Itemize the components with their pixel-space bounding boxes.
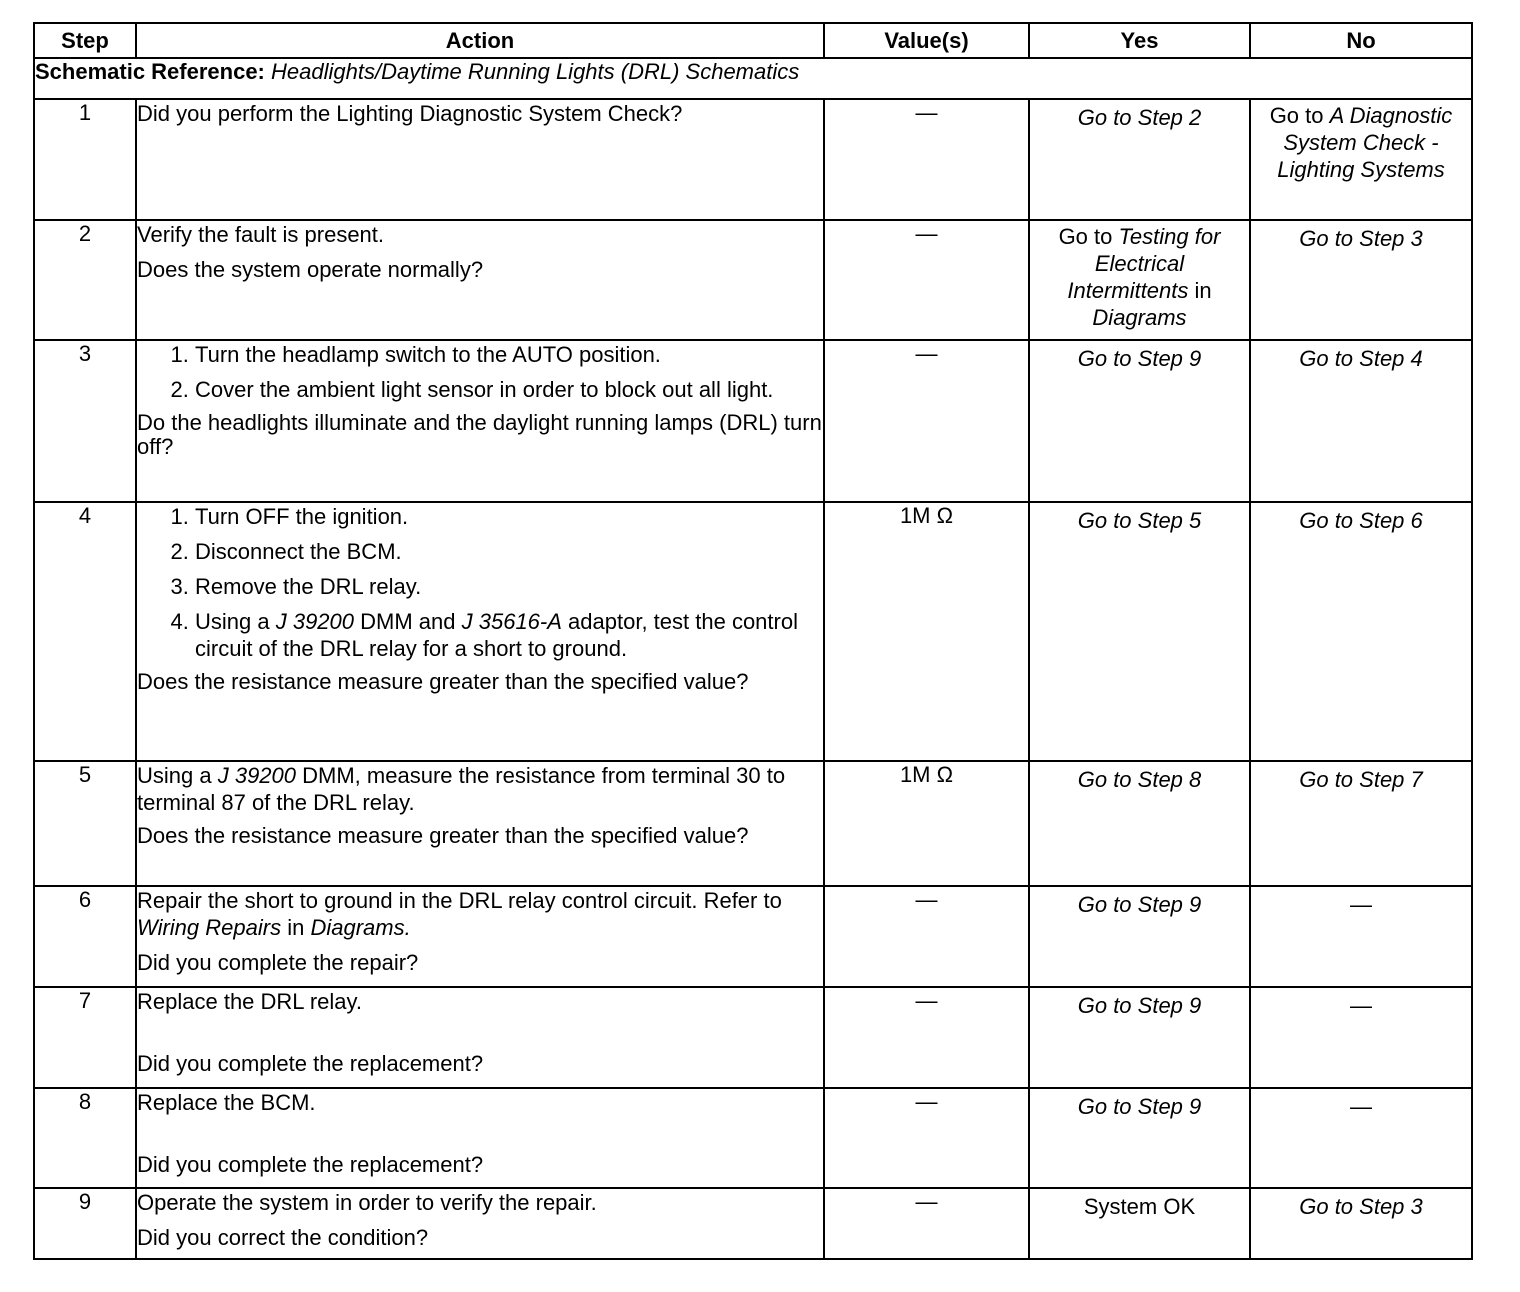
header-row xyxy=(34,23,1472,58)
action-text: Replace the BCM. xyxy=(137,1090,316,1115)
no-cell xyxy=(1250,502,1472,761)
list-item: 3. Remove the DRL relay. xyxy=(195,573,823,600)
action-question: Do the headlights illuminate and the daylight running lamps (DRL) turn off? xyxy=(137,410,822,459)
yes-cell xyxy=(1029,886,1250,987)
action-text: Verify the fault is present. xyxy=(137,222,385,247)
yes-link: Go to Step 9 xyxy=(1077,1094,1202,1119)
list-item: 1. Turn OFF the ignition. xyxy=(195,503,823,530)
action-question: Did you complete the replacement? xyxy=(137,1051,484,1076)
schematic-label: Schematic Reference: xyxy=(35,59,265,84)
action-question: Does the resistance measure greater than the specified value? xyxy=(137,823,749,848)
no-cell xyxy=(1250,987,1472,1088)
action-cell xyxy=(136,502,824,761)
value-cell: — xyxy=(824,340,1029,502)
value-cell: 1M Ω xyxy=(824,761,1029,886)
no-link: — xyxy=(1350,1094,1372,1119)
step-number: 9 xyxy=(34,1188,136,1259)
step-number: 8 xyxy=(34,1088,136,1188)
table-row xyxy=(34,220,1472,340)
no-link: — xyxy=(1350,993,1372,1018)
no-link: Go to Step 7 xyxy=(1299,767,1423,792)
step-number: 2 xyxy=(34,220,136,340)
table-row xyxy=(34,1188,1472,1259)
no-cell xyxy=(1250,1088,1472,1188)
no-cell xyxy=(1250,761,1472,886)
header-step: Step xyxy=(34,23,136,58)
yes-link: Go to Step 9 xyxy=(1077,993,1202,1018)
action-text: Repair the short to ground in the DRL relay control circuit. Refer to Wiring Repairs in Diagrams. xyxy=(137,888,782,940)
yes-link: Go to Step 9 xyxy=(1077,346,1202,371)
action-cell xyxy=(136,987,824,1088)
action-question: Did you correct the condition? xyxy=(137,1225,429,1250)
no-cell xyxy=(1250,1188,1472,1259)
value-cell: 1M Ω xyxy=(824,502,1029,761)
yes-result: System OK xyxy=(1083,1194,1196,1219)
step-number: 5 xyxy=(34,761,136,886)
no-cell xyxy=(1250,340,1472,502)
action-question: Did you complete the replacement? xyxy=(137,1152,484,1177)
action-cell xyxy=(136,340,824,502)
action-cell xyxy=(136,761,824,886)
yes-link: Go to Testing for Electrical Intermittents in Diagrams xyxy=(1058,224,1221,330)
action-cell xyxy=(136,220,824,340)
header-action: Action xyxy=(136,23,824,58)
yes-link: Go to Step 2 xyxy=(1077,105,1202,130)
action-question: Does the resistance measure greater than the specified value? xyxy=(137,669,749,694)
no-link: Go to Step 3 xyxy=(1299,1194,1423,1219)
yes-cell xyxy=(1029,1188,1250,1259)
table-row xyxy=(34,99,1472,220)
step-number: 4 xyxy=(34,502,136,761)
header-no: No xyxy=(1250,23,1472,58)
schematic-ref: Headlights/Daytime Running Lights (DRL) Schematics xyxy=(271,59,800,84)
step-number: 1 xyxy=(34,99,136,220)
list-item: 1. Turn the headlamp switch to the AUTO position. xyxy=(195,341,823,368)
action-list xyxy=(137,503,823,662)
yes-cell xyxy=(1029,987,1250,1088)
table-row xyxy=(34,340,1472,502)
yes-cell xyxy=(1029,340,1250,502)
step-number: 7 xyxy=(34,987,136,1088)
value-cell: — xyxy=(824,886,1029,987)
no-link: Go to Step 6 xyxy=(1299,508,1423,533)
table-row xyxy=(34,987,1472,1088)
no-link: Go to A Diagnostic System Check - Lighting Systems xyxy=(1269,103,1453,182)
list-item: 2. Cover the ambient light sensor in order to block out all light. xyxy=(195,376,823,403)
schematic-reference xyxy=(34,58,1472,99)
value-cell: — xyxy=(824,1188,1029,1259)
schematic-row xyxy=(34,58,1472,99)
list-item: 4. Using a J 39200 DMM and J 35616-A adaptor, test the control circuit of the DRL relay for a short to ground. xyxy=(195,608,823,662)
diagnostic-table xyxy=(33,22,1473,1260)
header-values: Value(s) xyxy=(824,23,1029,58)
yes-cell xyxy=(1029,99,1250,220)
table-row xyxy=(34,1088,1472,1188)
action-text: Did you perform the Lighting Diagnostic System Check? xyxy=(137,101,683,126)
no-cell xyxy=(1250,99,1472,220)
table-row xyxy=(34,761,1472,886)
yes-link: Go to Step 5 xyxy=(1077,508,1202,533)
step-number: 3 xyxy=(34,340,136,502)
action-question: Does the system operate normally? xyxy=(137,257,484,282)
no-link: — xyxy=(1350,892,1372,917)
action-question: Did you complete the repair? xyxy=(137,950,419,975)
action-cell xyxy=(136,886,824,987)
no-link: Go to Step 4 xyxy=(1299,346,1423,371)
action-text: Operate the system in order to verify the repair. xyxy=(137,1190,597,1215)
yes-cell xyxy=(1029,220,1250,340)
value-cell: — xyxy=(824,220,1029,340)
yes-cell xyxy=(1029,502,1250,761)
value-cell: — xyxy=(824,99,1029,220)
action-text: Using a J 39200 DMM, measure the resistance from terminal 30 to terminal 87 of the DRL relay. xyxy=(137,763,786,815)
no-link: Go to Step 3 xyxy=(1299,226,1423,251)
header-yes: Yes xyxy=(1029,23,1250,58)
yes-link: Go to Step 8 xyxy=(1077,767,1202,792)
action-list xyxy=(137,341,823,403)
table-row xyxy=(34,886,1472,987)
yes-cell xyxy=(1029,1088,1250,1188)
no-cell xyxy=(1250,220,1472,340)
yes-link: Go to Step 9 xyxy=(1077,892,1202,917)
step-number: 6 xyxy=(34,886,136,987)
no-cell xyxy=(1250,886,1472,987)
action-text: Replace the DRL relay. xyxy=(137,989,362,1014)
yes-cell xyxy=(1029,761,1250,886)
value-cell: — xyxy=(824,987,1029,1088)
table-row xyxy=(34,502,1472,761)
action-cell xyxy=(136,1088,824,1188)
action-cell xyxy=(136,1188,824,1259)
action-cell xyxy=(136,99,824,220)
value-cell: — xyxy=(824,1088,1029,1188)
list-item: 2. Disconnect the BCM. xyxy=(195,538,823,565)
